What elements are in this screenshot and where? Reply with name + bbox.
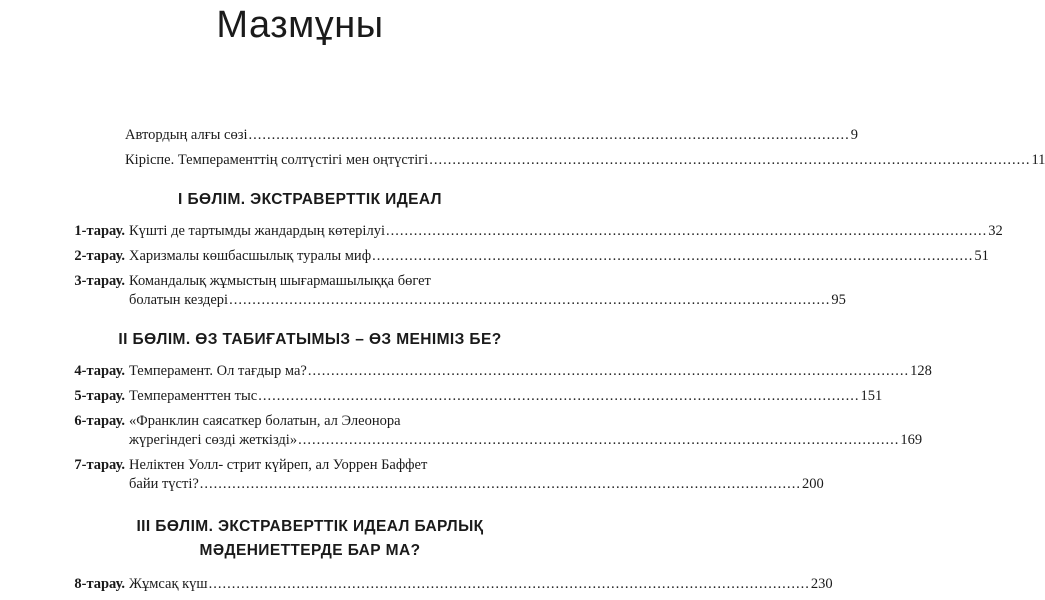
toc-entry-intro[interactable] bbox=[125, 151, 1045, 170]
leader-dots: .................................................................................................................................. bbox=[208, 576, 810, 592]
leader-dots: .................................................................................................................................. bbox=[248, 127, 850, 143]
chapter-title: жүрегіндегі сөзді жеткізді» bbox=[129, 432, 298, 448]
toc-page-number: 9 bbox=[850, 127, 858, 143]
toc-entry-chapter[interactable] bbox=[65, 575, 833, 594]
chapter-number: 2-тарау. bbox=[74, 248, 125, 264]
part-heading bbox=[95, 515, 525, 563]
leader-dots: .................................................................................................................................. bbox=[298, 432, 900, 448]
part-heading bbox=[95, 328, 525, 352]
chapter-number: 5-тарау. bbox=[74, 388, 125, 404]
chapter-title: «Франклин саясаткер болатын, ал Элеонора bbox=[129, 413, 401, 429]
leader-dots: .................................................................................................................................. bbox=[429, 152, 1031, 168]
chapter-title: Командалық жұмыстың шығармашылыққа бөгет bbox=[129, 273, 431, 289]
toc-entry-chapter[interactable] bbox=[65, 456, 824, 494]
chapter-title: байи түсті? bbox=[129, 476, 199, 492]
toc-entry-preface[interactable] bbox=[125, 126, 858, 145]
toc-entry-chapter[interactable] bbox=[65, 362, 932, 381]
toc-page-number: 128 bbox=[910, 363, 932, 379]
chapter-number: 6-тарау. bbox=[74, 413, 125, 429]
part-heading bbox=[95, 188, 525, 212]
toc-page-number: 51 bbox=[974, 248, 989, 264]
part-heading-line: II БӨЛІМ. ӨЗ ТАБИҒАТЫМЫЗ – ӨЗ МЕНІМІЗ БЕ? bbox=[118, 331, 502, 348]
chapter-title: Неліктен Уолл- стрит күйреп, ал Уоррен Баффет bbox=[129, 457, 428, 473]
chapter-title: Темперамент. Ол тағдыр ма? bbox=[129, 363, 307, 379]
leader-dots: .................................................................................................................................. bbox=[307, 363, 910, 379]
chapter-title: болатын кездері bbox=[129, 292, 229, 308]
chapter-number: 3-тарау. bbox=[74, 273, 125, 289]
page-title: Мазмұны bbox=[216, 4, 384, 46]
chapter-number: 4-тарау. bbox=[74, 363, 125, 379]
toc-page-number: 95 bbox=[831, 292, 846, 308]
toc-page-number: 11 bbox=[1031, 152, 1045, 168]
chapter-number: 7-тарау. bbox=[74, 457, 125, 473]
leader-dots: .................................................................................................................................. bbox=[229, 292, 831, 308]
toc-entry-chapter[interactable] bbox=[65, 247, 989, 266]
chapter-title: Темпераменттен тыс bbox=[129, 388, 258, 404]
chapter-number: 1-тарау. bbox=[74, 223, 125, 239]
toc-page-number: 200 bbox=[802, 476, 824, 492]
chapter-number: 8-тарау. bbox=[74, 576, 125, 592]
chapter-title: Харизмалы көшбасшылық туралы миф bbox=[129, 248, 372, 264]
leader-dots: .................................................................................................................................. bbox=[372, 248, 974, 264]
chapter-title: Жұмсақ күш bbox=[129, 576, 208, 592]
toc-entry-label: Кіріспе. Темпераменттің солтүстігі мен оңтүстігі bbox=[125, 152, 429, 168]
toc-entry-chapter[interactable] bbox=[65, 387, 883, 406]
toc-page-number: 32 bbox=[988, 223, 1003, 239]
toc-entry-label: Автордың алғы сөзі bbox=[125, 127, 248, 143]
toc-page-number: 169 bbox=[900, 432, 923, 448]
part-heading-line: МӘДЕНИЕТТЕРДЕ БАР МА? bbox=[199, 542, 421, 559]
part-heading-line: I БӨЛІМ. ЭКСТРАВЕРТТІК ИДЕАЛ bbox=[178, 191, 442, 208]
chapter-title: Күшті де тартымды жандардың көтерілуі bbox=[129, 223, 385, 239]
toc-page-number: 151 bbox=[860, 388, 883, 404]
toc-entry-chapter[interactable] bbox=[65, 412, 923, 450]
toc-entry-chapter[interactable] bbox=[65, 272, 846, 310]
leader-dots: .................................................................................................................................. bbox=[385, 223, 988, 239]
leader-dots: .................................................................................................................................. bbox=[199, 476, 802, 492]
leader-dots: .................................................................................................................................. bbox=[258, 388, 860, 404]
part-heading-line: III БӨЛІМ. ЭКСТРАВЕРТТІК ИДЕАЛ БАРЛЫҚ bbox=[136, 518, 484, 535]
toc-entry-chapter[interactable] bbox=[65, 222, 1003, 241]
toc-page-number: 230 bbox=[810, 576, 833, 592]
